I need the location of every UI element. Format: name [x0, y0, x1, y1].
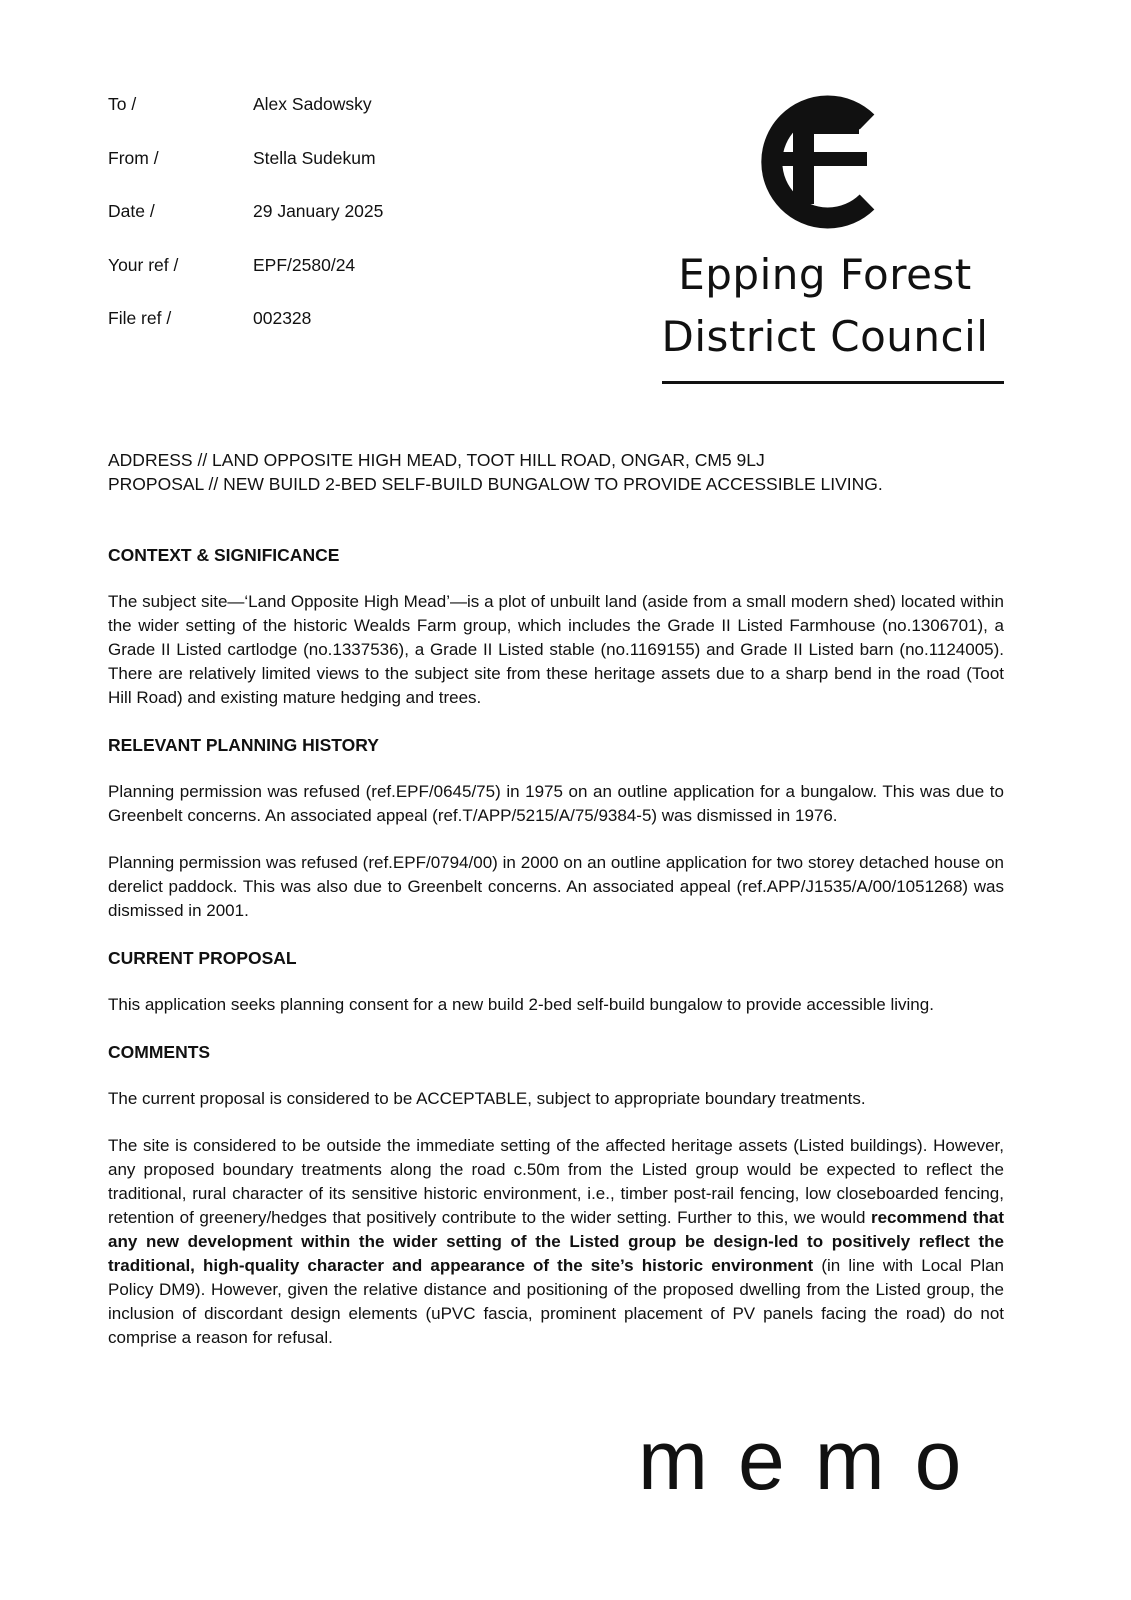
- your-ref-value: EPF/2580/24: [253, 254, 356, 275]
- memo-label: memo: [638, 1413, 992, 1507]
- file-ref-row: [108, 308, 528, 362]
- council-name: [640, 244, 1010, 368]
- file-ref-value: 002328: [253, 308, 312, 328]
- memo-body: [108, 543, 1004, 1373]
- memo-header-fields: [108, 94, 528, 362]
- proposal-line: PROPOSAL // NEW BUILD 2-BED SELF-BUILD BUNGALOW TO PROVIDE ACCESSIBLE LIVING.: [108, 474, 883, 494]
- from-value: Stella Sudekum: [253, 147, 376, 168]
- comments-paragraph-2: [108, 1134, 1004, 1350]
- council-name-line-1: Epping Forest: [678, 250, 972, 299]
- to-label: To /: [108, 94, 137, 114]
- to-value: Alex Sadowsky: [253, 94, 372, 114]
- comments-heading: COMMENTS: [108, 1042, 211, 1062]
- date-label: Date /: [108, 201, 155, 221]
- date-value: 29 January 2025: [253, 201, 384, 221]
- from-row: [108, 148, 528, 202]
- your-ref-row: [108, 255, 528, 309]
- council-logo-icon: [755, 92, 885, 232]
- from-label: From /: [108, 147, 159, 168]
- history-heading: RELEVANT PLANNING HISTORY: [108, 735, 379, 755]
- address-line: ADDRESS // LAND OPPOSITE HIGH MEAD, TOOT HILL ROAD, ONGAR, CM5 9LJ: [108, 450, 765, 470]
- context-heading: CONTEXT & SIGNIFICANCE: [108, 545, 340, 565]
- to-row: [108, 94, 528, 148]
- your-ref-label: Your ref /: [108, 254, 179, 275]
- history-paragraph-1: Planning permission was refused (ref.EPF/0645/75) in 1975 on an outline application for a bungalow. This was due to Greenbelt concerns. An associated appeal (ref.T/APP/5215/A/75/9384-5) was dismissed in 1976.: [108, 782, 1004, 825]
- address-block: [108, 448, 1008, 496]
- context-paragraph: The subject site—‘Land Opposite High Mead’—is a plot of unbuilt land (aside from a small modern shed) located within the wider setting of the historic Wealds Farm group, which includes the Grade II Listed Farmhouse (no.1306701), a Grade II Listed cartlodge (no.1337536), a Grade II Listed stable (no.1169155) and Grade II Listed barn (no.1124005). There are relatively limited views to the subject site from these heritage assets due to a sharp bend in the road (Toot Hill Road) and existing mature hedging and trees.: [108, 592, 1004, 707]
- file-ref-label: File ref /: [108, 308, 172, 328]
- council-name-line-2: District Council: [661, 312, 989, 361]
- comments-paragraph-1: The current proposal is considered to be ACCEPTABLE, subject to appropriate boundary treatments.: [108, 1089, 866, 1108]
- proposal-paragraph: This application seeks planning consent for a new build 2-bed self-build bungalow to provide accessible living.: [108, 995, 934, 1014]
- comments-recommendation: recommend that any new development within the wider setting of the Listed group be design-led to positively reflect the traditional, high-quality character and appearance of the site’s historic environment: [108, 1208, 1004, 1275]
- comments-paragraph-2-end: (in line with Local Plan Policy DM9). However, given the relative distance and positioning of the proposed dwelling from the Listed group, the inclusion of discordant design elements (uPVC fascia, prominent placement of PV panels facing the road) do not comprise a reason for refusal.: [108, 1256, 1005, 1347]
- date-row: [108, 201, 528, 255]
- header-rule: [662, 381, 1004, 384]
- history-paragraph-2: Planning permission was refused (ref.EPF/0794/00) in 2000 on an outline application for two storey detached house on derelict paddock. This was also due to Greenbelt concerns. An associated appeal (ref.APP/J1535/A/00/1051268) was dismissed in 2001.: [108, 853, 1004, 920]
- proposal-heading: CURRENT PROPOSAL: [108, 948, 297, 968]
- comments-paragraph-2-start: The site is considered to be outside the immediate setting of the affected heritage assets (Listed buildings). However, any proposed boundary treatments along the road c.50m from the Listed group would be expected to reflect the traditional, rural character of its sensitive historic environment, i.e., timber post-rail fencing, low closeboarded fencing, retention of greenery/hedges that positively contribute to the wider setting. Further to this, we would: [108, 1136, 1004, 1227]
